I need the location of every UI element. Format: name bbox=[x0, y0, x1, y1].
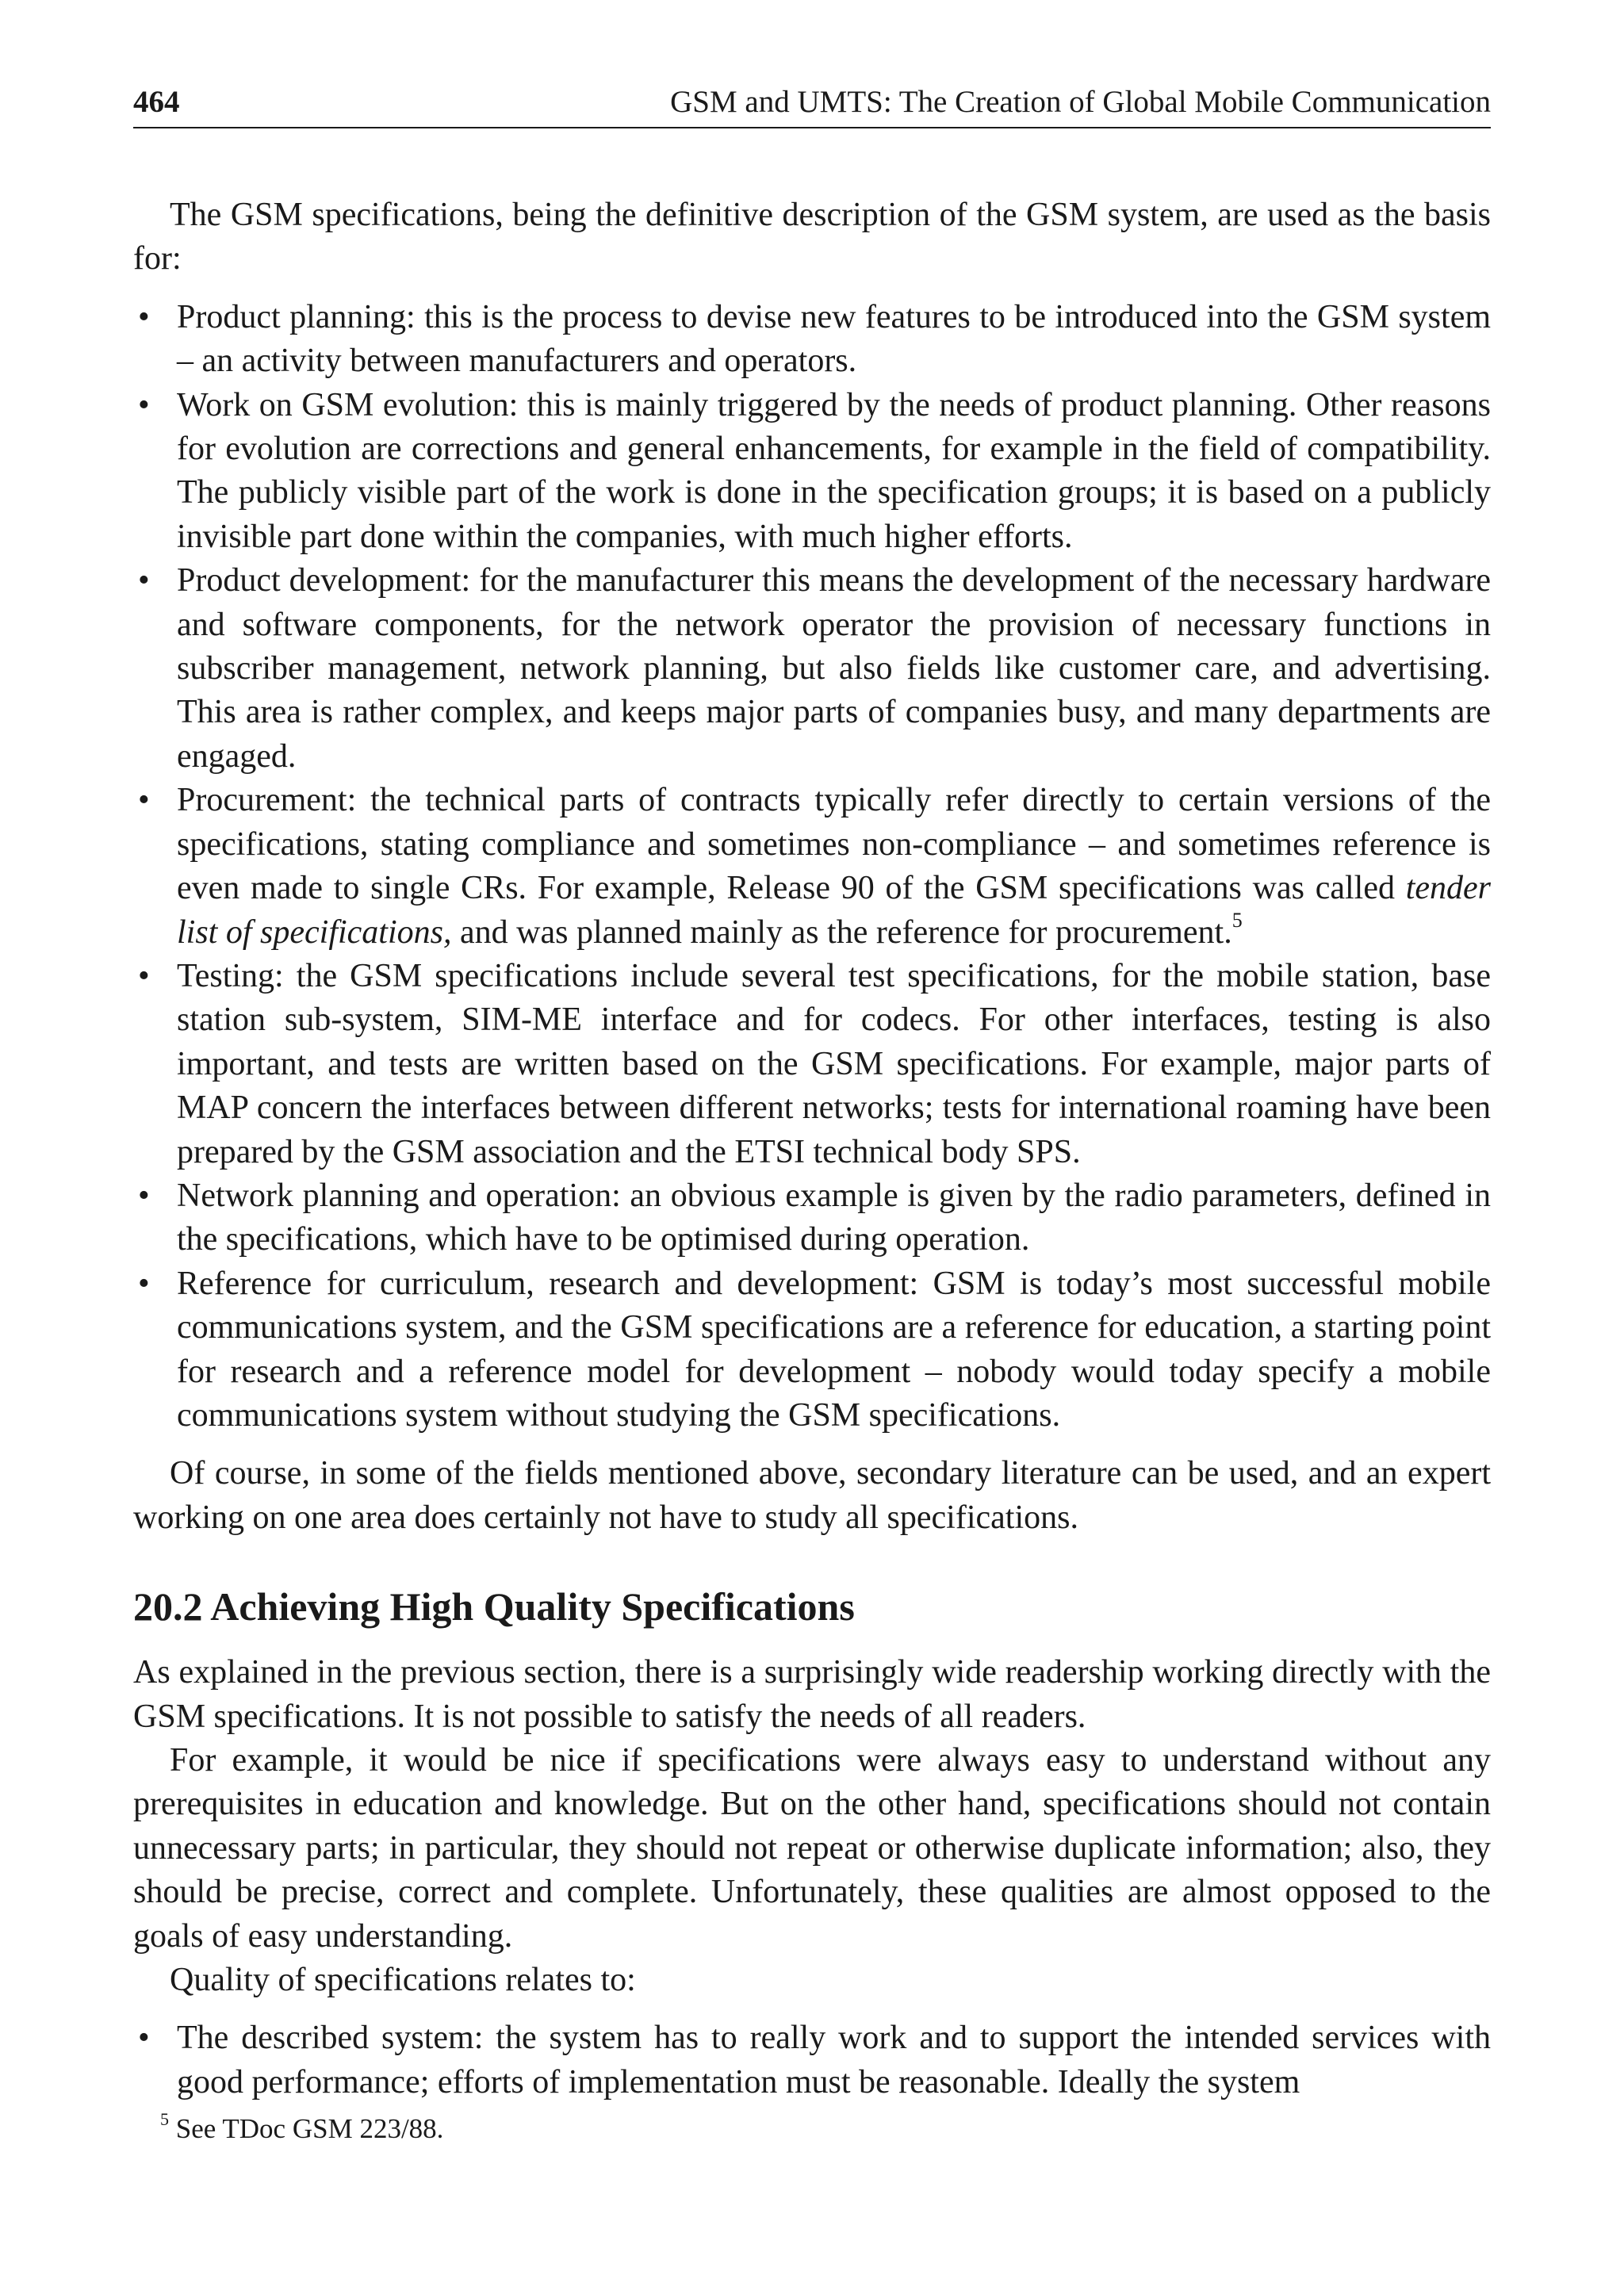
section-paragraph: Quality of specifications relates to: bbox=[170, 1962, 636, 1999]
bullet-icon: • bbox=[138, 386, 150, 423]
list-item-text: Product development: for the manufacturer this means the development of the necessary hardware and software components, for the network operator the provision of necessary functions in subscriber management, network planning, but also fields like customer care, and advertising. This area is rather complex, and keeps major parts of companies busy, and many departments are engaged. bbox=[177, 562, 1491, 775]
bullet-icon: • bbox=[138, 957, 150, 994]
list-item bbox=[133, 296, 1491, 384]
list-item bbox=[133, 779, 1491, 955]
list-item-text: Network planning and operation: an obvious example is given by the radio parameters, defined in the specifications, which have to be optimised during operation. bbox=[177, 1177, 1491, 1258]
uses-list bbox=[133, 296, 1491, 1438]
bullet-icon: • bbox=[138, 562, 150, 599]
footnote-number: 5 bbox=[160, 2109, 169, 2130]
section-paragraph: For example, it would be nice if specifications were always easy to understand without any prerequisites in education and knowledge. But on the other hand, specifications should not contain unnecessary parts; in particular, they should not repeat or otherwise duplicate information; also, they should be precise, correct and complete. Unfortunately, these qualities are almost opposed to the goals of easy understanding. bbox=[133, 1742, 1491, 1955]
list-item-text-before: Procurement: the technical parts of contracts typically refer directly to certain versions of the specifications, stating compliance and sometimes non-compliance – and sometimes reference is even made to single CRs. For example, Release 90 of the GSM specifications was called bbox=[177, 782, 1491, 907]
quality-list bbox=[133, 2016, 1491, 2104]
bullet-icon: • bbox=[138, 298, 150, 335]
list-item-text: Product planning: this is the process to devise new features to be introduced into the GSM system – an activity between manufacturers and operators. bbox=[177, 298, 1491, 380]
page-number: 464 bbox=[133, 85, 180, 119]
footnote-text: See TDoc GSM 223/88. bbox=[175, 2113, 444, 2145]
list-item bbox=[133, 955, 1491, 1174]
list-item bbox=[133, 384, 1491, 560]
list-item-text: Work on GSM evolution: this is mainly triggered by the needs of product planning. Other reasons for evolution are corrections and general enhancements, for example in the field of compatibility. The publicly visible part of the work is done in the specification groups; it is based on a publicly invisible part done within the companies, with much higher efforts. bbox=[177, 386, 1491, 555]
section-paragraph: As explained in the previous section, there is a surprisingly wide readership working directly with the GSM specifications. It is not possible to satisfy the needs of all readers. bbox=[133, 1654, 1491, 1735]
book-page bbox=[133, 79, 1491, 2147]
list-item bbox=[133, 559, 1491, 779]
italic-term: tender list of specifications, bbox=[177, 870, 1491, 951]
list-item bbox=[133, 2016, 1491, 2104]
bullet-icon: • bbox=[138, 1177, 150, 1214]
intro-paragraph: The GSM specifications, being the definitive description of the GSM system, are used as the basis for: bbox=[133, 197, 1491, 278]
bullet-icon: • bbox=[138, 2020, 150, 2057]
list-item-text: Testing: the GSM specifications include several test specifications, for the mobile station, base station sub-system, SIM-ME interface and for codecs. For other interfaces, testing is also important, and tests are written based on the GSM specifications. For example, major parts of MAP concern the interfaces between different networks; tests for international roaming have been prepared by the GSM association and the ETSI technical body SPS. bbox=[177, 957, 1491, 1170]
footnote bbox=[133, 2111, 1491, 2147]
bullet-icon: • bbox=[138, 782, 150, 819]
bullet-icon: • bbox=[138, 1265, 150, 1302]
body-text bbox=[133, 193, 1491, 2147]
list-item bbox=[133, 1174, 1491, 1262]
list-item-text: The described system: the system has to really work and to support the intended services with good performance; efforts of implementation must be reasonable. Ideally the system bbox=[177, 2020, 1491, 2100]
footnote-reference[interactable]: 5 bbox=[1231, 908, 1243, 932]
list-item bbox=[133, 1262, 1491, 1438]
running-header bbox=[133, 79, 1491, 128]
section-heading: 20.2 Achieving High Quality Specifications bbox=[133, 1584, 855, 1629]
list-item-text bbox=[177, 782, 1491, 950]
running-title: GSM and UMTS: The Creation of Global Mobile Communication bbox=[670, 85, 1491, 119]
list-item-text: Reference for curriculum, research and development: GSM is today’s most successful mobile communications system, and the GSM specifications are a reference for education, a starting point for research and a reference model for development – nobody would today specify a mobile communications system without studying the GSM specifications. bbox=[177, 1265, 1491, 1434]
after-list-paragraph: Of course, in some of the fields mentioned above, secondary literature can be used, and an expert working on one area does certainly not have to study all specifications. bbox=[133, 1455, 1491, 1536]
list-item-text-after: and was planned mainly as the reference for procurement. bbox=[451, 913, 1232, 951]
